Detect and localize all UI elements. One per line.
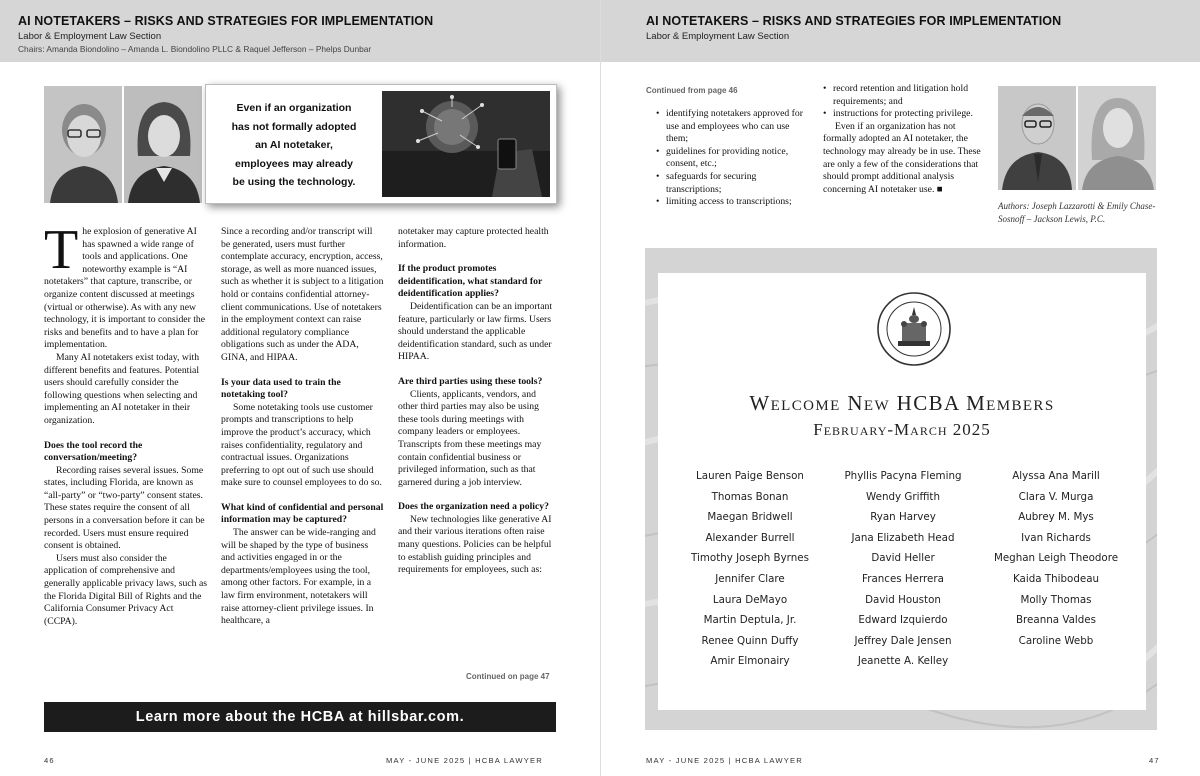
member-name: Jennifer Clare — [715, 572, 785, 585]
member-name: Jeanette A. Kelley — [857, 655, 949, 668]
question-heading: What kind of confidential and personal information may be captured? — [221, 501, 384, 526]
right-page — [600, 0, 1200, 776]
hcba-seal-logo — [876, 291, 952, 367]
member-name: Meghan Leigh Theodore — [993, 552, 1119, 565]
author-photo-2 — [1078, 86, 1156, 190]
question-heading: Does the tool record the conversation/meeting? — [44, 439, 143, 464]
question-heading: Is your data used to train the notetaking tool? — [221, 376, 341, 401]
paragraph: The answer can be wide-ranging and will be shaped by the type of business and activities engaged in or the departments/employees using the tool, among other factors. For example, in a law firm environment, notetakers will raise attorney-client privilege issues. In healthcare, a — [221, 527, 376, 627]
member-name: Maegan Bridwell — [707, 511, 793, 524]
section-name: Labor & Employment Law Section — [18, 31, 162, 42]
page-footer: MAY - JUNE 2025 | HCBA LAWYER — [646, 756, 803, 765]
question-heading: Are third parties using these tools? — [398, 375, 543, 387]
author-credit: Authors: Joseph Lazzarotti & Emily Chase-Sosnoff – Jackson Lewis, P.C. — [998, 201, 1156, 224]
article-column-3 — [398, 226, 558, 577]
closing-paragraph: Even if an organization has not formally adopted an AI notetaker, the technology may already be in use. These are only a few of the considerations that should prompt additional analysis concerning AI notetaker use. ■ — [823, 120, 981, 195]
member-name: Alexander Burrell — [705, 531, 795, 544]
member-name: Wendy Griffith — [866, 490, 940, 503]
chair-photo-1 — [44, 86, 122, 203]
paragraph: New technologies like generative AI and their various iterations often raise many questions. Policies can be helpful to establish guiding principles and requirements for employees, such as: — [398, 513, 552, 576]
member-name: Frances Herrera — [862, 572, 944, 585]
member-name: Kaida Thibodeau — [1012, 572, 1100, 585]
section-name: Labor & Employment Law Section — [646, 31, 790, 42]
member-name: Phyllis Pacyna Fleming — [844, 470, 962, 482]
member-name: Edward Izquierdo — [858, 614, 948, 627]
paragraph: Recording raises several issues. Some states, including Florida, are known as “all-party” or “two-party” consent states. These states require the consent of all persons in a conversation before it can be recorded. Users must ensure required consent is obtained. — [44, 464, 205, 552]
article-title: AI NOTETAKERS – RISKS AND STRATEGIES FOR IMPLEMENTATION — [18, 14, 434, 28]
paragraph: Users must also consider the application of comprehensive and generally applicable privacy laws, such as the Florida Digital Bill of Rights and the California Consumer Privacy Act (CCPA). — [44, 552, 208, 627]
member-name: Ryan Harvey — [870, 511, 936, 524]
continued-from-label: Continued from page 46 — [646, 86, 738, 95]
paragraph: Since a recording and/or transcript will be generated, users must further contemplate accuracy, encryption, access, storage, as well as more nuanced issues, such as whether it is subject to a litigation hold or contains confidential attorney-client communications. Use of notetakers in the employment context can raise additional regulatory compliance obligations such as under the ADA, GINA, and HIPAA. — [221, 226, 384, 363]
paragraph: Deidentification can be an important feature, particularly or law firms. Users should understand the applicable deidentification standard, such as under HIPAA. — [398, 300, 553, 363]
right-page-header — [601, 0, 1200, 62]
member-name: Jana Elizabeth Head — [851, 531, 955, 544]
welcome-new-members-panel — [658, 273, 1146, 710]
question-heading: If the product promotes deidentification, what standard for deidentification applies? — [398, 263, 543, 300]
welcome-title: Welcome New HCBA Members — [749, 391, 1055, 415]
member-name: Laura DeMayo — [712, 593, 788, 606]
author-photo-1 — [998, 86, 1076, 190]
paragraph: Some notetaking tools use customer prompts and transcriptions to help improve the product’s accuracy, which raises confidentiality, regulatory and contractual issues. Organizations preferring to opt out of such use should make sure to counsel employees to do so. — [221, 401, 382, 489]
pull-quote: Even if an organization has not formally adopted an AI notetaker, employees may already be using the technology. — [231, 102, 357, 188]
article-title: AI NOTETAKERS – RISKS AND STRATEGIES FOR IMPLEMENTATION — [646, 14, 1062, 28]
member-name: Renee Quinn Duffy — [701, 634, 799, 647]
member-name: Amir Elmonairy — [710, 655, 790, 668]
question-heading: Does the organization need a policy? — [398, 501, 549, 513]
list-item: • safeguards for securing transcriptions; — [656, 171, 806, 196]
list-item: • instructions for protecting privilege. — [823, 108, 981, 121]
continued-on-label: Continued on page 47 — [466, 672, 550, 681]
paragraph: Many AI notetakers exist today, with different benefits and features. Potential users should carefully consider the following questions when selecting and implementing an AI notetaker in their organization. — [44, 351, 200, 426]
policy-bullets-2 — [823, 83, 981, 196]
list-item: • identifying notetakers approved for use and employees who can use them; — [656, 108, 806, 146]
member-name: Molly Thomas — [1020, 593, 1092, 606]
member-name: Aubrey M. Mys — [1018, 511, 1094, 524]
page-footer: MAY - JUNE 2025 | HCBA LAWYER — [386, 756, 543, 765]
member-name: Lauren Paige Benson — [696, 470, 804, 482]
member-name: Breanna Valdes — [1015, 614, 1096, 627]
members-column-3 — [976, 466, 1136, 651]
policy-bullets-1 — [656, 108, 806, 209]
member-name: Martin Deptula, Jr. — [703, 614, 797, 627]
article-column-1 — [44, 219, 208, 628]
member-name: Timothy Joseph Byrnes — [691, 552, 809, 565]
list-item: • limiting access to transcriptions; — [656, 196, 806, 209]
member-name: David Heller — [871, 552, 935, 565]
section-chairs: Chairs: Amanda Biondolino – Amanda L. Biondolino PLLC & Raquel Jefferson – Phelps Dunbar — [18, 44, 372, 54]
member-name: Jeffrey Dale Jensen — [854, 634, 952, 647]
article-column-2 — [221, 226, 384, 628]
member-name: Caroline Webb — [1018, 634, 1094, 647]
welcome-dates: February-March 2025 — [813, 420, 991, 439]
pull-quote-box — [205, 84, 557, 204]
left-page-header — [0, 0, 600, 62]
list-item: • record retention and litigation hold requirements; and — [823, 83, 981, 108]
member-name: Thomas Bonan — [711, 490, 789, 503]
member-name: David Houston — [865, 593, 941, 606]
drop-cap: T — [44, 219, 79, 281]
intro-paragraph: he explosion of generative AI has spawned a wide range of tools and applications. One noteworthy example is “AI notetakers” that capture, transcribe, or organize content discussed at meetings (virtual or otherwise). As with any new technology, it is important to consider the risks and benefits and to have a plan for implementation. — [44, 226, 206, 351]
member-name: Ivan Richards — [1021, 531, 1091, 544]
paragraph: notetaker may capture protected health information. — [398, 226, 549, 250]
ai-technology-image — [382, 91, 550, 197]
members-column-2 — [823, 466, 983, 672]
member-name: Alyssa Ana Marill — [1012, 470, 1100, 482]
page-number: 46 — [44, 756, 55, 765]
page-number: 47 — [1149, 756, 1160, 765]
members-column-1 — [670, 466, 830, 672]
list-item: • guidelines for providing notice, consent, etc.; — [656, 146, 806, 171]
chair-photo-2 — [124, 86, 202, 203]
member-name: Clara V. Murga — [1018, 490, 1094, 503]
paragraph: Clients, applicants, vendors, and other third parties may also be using these tools during meetings with company leaders or employees. Transcripts from these meetings may contain confidential business or privileged information, such as that garnered during a job interview. — [398, 388, 542, 488]
hcba-website-banner[interactable]: Learn more about the HCBA at hillsbar.com. — [44, 702, 556, 732]
